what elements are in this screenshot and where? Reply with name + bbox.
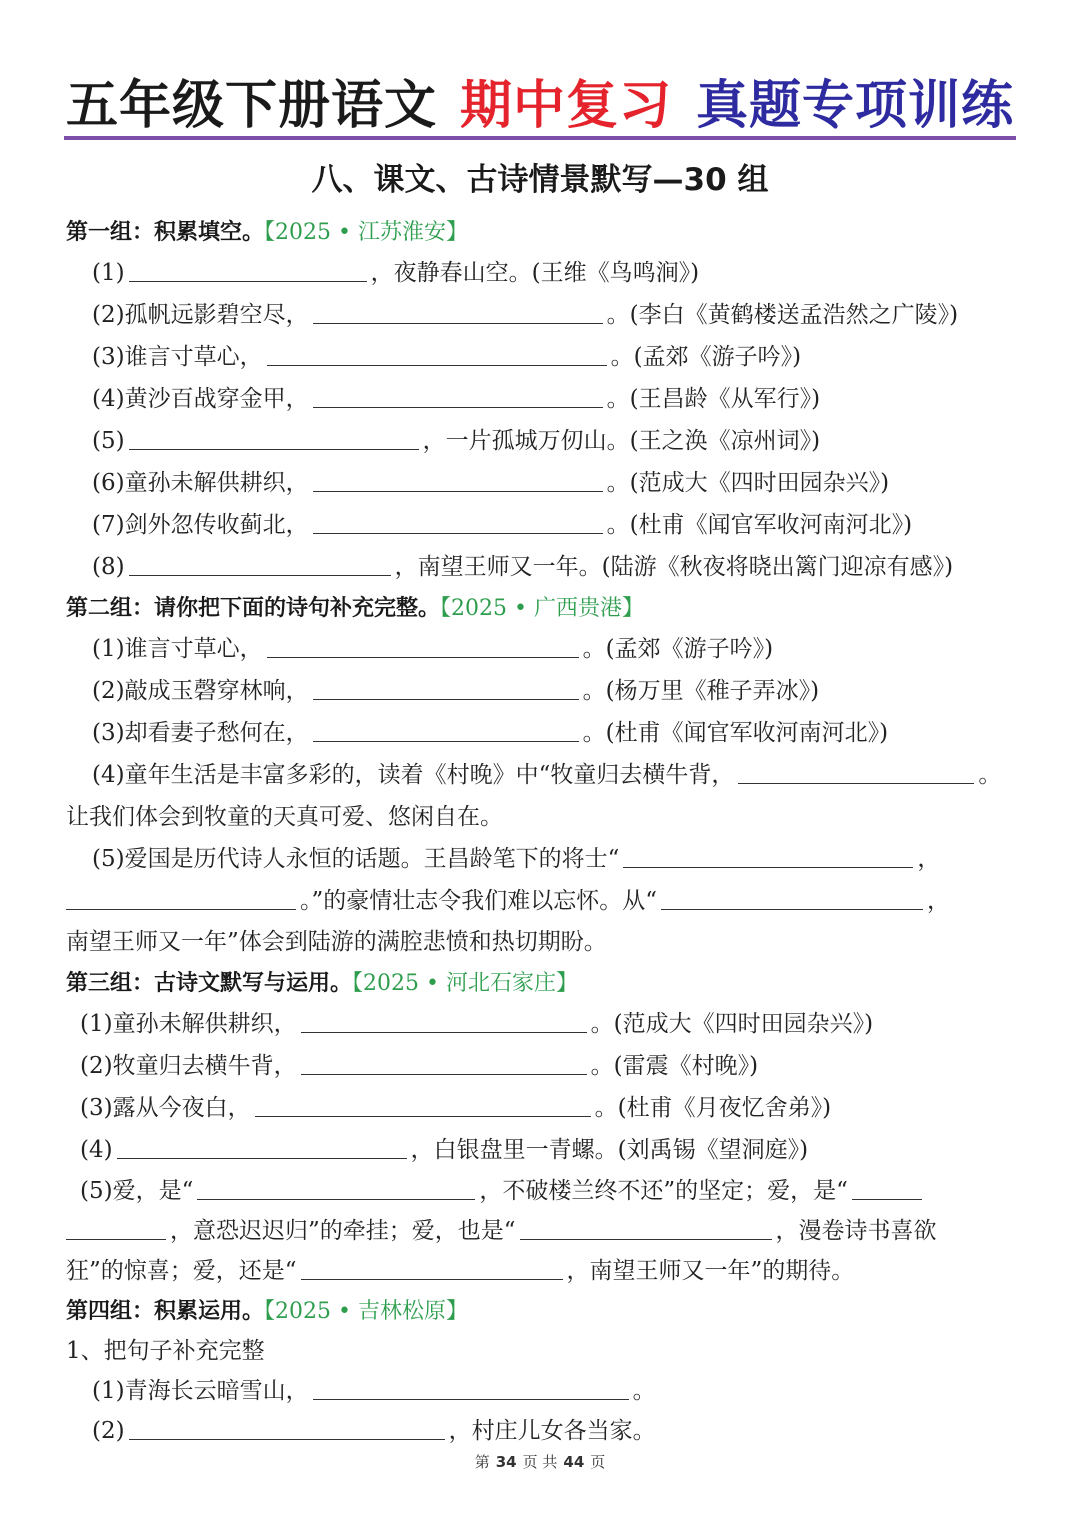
group-title: 第四组：积累运用。 [66, 1299, 265, 1324]
question-continuation: 狂”的惊喜；爱，还是“ ，南望王师又一年”的期待。 [66, 1251, 1016, 1291]
answer-blank[interactable] [301, 1008, 587, 1033]
group-4-heading [66, 1291, 1016, 1331]
question-item: (7)剑外忽传收蓟北， 。(杜甫《闻官军收河南河北》) [92, 505, 1016, 545]
question-item: (1) ，夜静春山空。(王维《鸟鸣涧》) [92, 253, 1016, 293]
title-grade: 五年级下册语文 [66, 76, 438, 136]
answer-blank[interactable] [255, 1092, 591, 1117]
answer-blank[interactable] [267, 341, 607, 366]
current-page: 34 [495, 1453, 517, 1471]
answer-blank[interactable] [661, 885, 923, 910]
question-item: (4)童年生活是丰富多彩的，读着《村晚》中“牧童归去横牛背， 。 [92, 755, 1016, 795]
source-tag: 【2025 • 吉林松原】 [264, 1299, 468, 1324]
group-3-heading [66, 963, 1016, 1003]
answer-blank[interactable] [66, 1215, 166, 1240]
answer-blank[interactable] [313, 383, 603, 408]
answer-blank[interactable] [313, 509, 603, 534]
answer-blank[interactable] [313, 675, 579, 700]
question-item: (3)谁言寸草心， 。(孟郊《游子吟》) [92, 337, 1016, 377]
section-subtitle: 八、课文、古诗情景默写—30 组 [311, 162, 769, 198]
total-pages: 44 [563, 1453, 585, 1471]
title-midterm: 期中复习 [460, 76, 673, 136]
answer-blank[interactable] [129, 425, 419, 450]
group-title: 第三组：古诗文默写与运用。 [66, 971, 353, 996]
answer-blank[interactable] [738, 759, 974, 784]
question-item: (4) ，白银盘里一青螺。(刘禹锡《望洞庭》) [80, 1130, 1016, 1170]
answer-blank[interactable] [129, 257, 367, 282]
question-continuation: 南望王师又一年”体会到陆游的满腔悲愤和热切期盼。 [66, 929, 607, 955]
question-item: (5) ，一片孤城万仞山。(王之涣《凉州词》) [92, 421, 1016, 461]
question-item: (2)牧童归去横牛背， 。(雷震《村晚》) [80, 1046, 1016, 1086]
answer-blank[interactable] [313, 467, 603, 492]
group-title: 第二组：请你把下面的诗句补充完整。 [66, 596, 441, 621]
sub-question-heading: 1、把句子补充完整 [66, 1338, 265, 1364]
answer-blank[interactable] [852, 1175, 922, 1200]
group-2-heading [66, 588, 1016, 628]
answer-blank[interactable] [267, 633, 579, 658]
answer-blank[interactable] [197, 1175, 475, 1200]
question-item: (6)童孙未解供耕织， 。(范成大《四时田园杂兴》) [92, 463, 1016, 503]
answer-blank[interactable] [117, 1134, 407, 1159]
answer-blank[interactable] [129, 551, 391, 576]
question-continuation: ，意恐迟迟归”的牵挂；爱，也是“ ，漫卷诗书喜欲 [66, 1211, 1016, 1251]
question-continuation: 让我们体会到牧童的天真可爱、悠闲自在。 [66, 804, 503, 830]
question-continuation: 。”的豪情壮志令我们难以忘怀。从“ ， [66, 881, 1016, 921]
answer-blank[interactable] [129, 1415, 445, 1440]
answer-blank[interactable] [313, 299, 603, 324]
header-rule [64, 136, 1016, 140]
question-item: (5)爱国是历代诗人永恒的话题。王昌龄笔下的将士“ ， [92, 839, 1016, 879]
question-item: (3)却看妻子愁何在， 。(杜甫《闻官军收河南河北》) [92, 713, 1016, 753]
source-tag: 【2025 • 河北石家庄】 [352, 971, 578, 996]
group-title: 第一组：积累填空。 [66, 220, 265, 245]
question-item: (2)孤帆远影碧空尽， 。(李白《黄鹤楼送孟浩然之广陵》) [92, 295, 1016, 335]
source-tag: 【2025 • 江苏淮安】 [264, 220, 468, 245]
question-item: (1)童孙未解供耕织， 。(范成大《四时田园杂兴》) [80, 1004, 1016, 1044]
source-tag: 【2025 • 广西贵港】 [440, 596, 644, 621]
document-header [64, 70, 1016, 142]
group-1-heading [66, 212, 1016, 252]
answer-blank[interactable] [301, 1255, 563, 1280]
answer-blank[interactable] [301, 1050, 587, 1075]
question-item: (5)爱，是“ ，不破楼兰终不还”的坚定；爱，是“ [80, 1171, 1016, 1211]
question-item: (1)谁言寸草心， 。(孟郊《游子吟》) [92, 629, 1016, 669]
question-item: (8) ，南望王师又一年。(陆游《秋夜将晓出篱门迎凉有感》) [92, 547, 1016, 587]
title-training: 真题专项训练 [696, 76, 1015, 136]
question-item: (2) ，村庄儿女各当家。 [92, 1411, 1016, 1451]
answer-blank[interactable] [313, 1375, 629, 1400]
answer-blank[interactable] [66, 885, 296, 910]
answer-blank[interactable] [623, 843, 913, 868]
page-number: 第 34 页 共 44 页 [474, 1453, 606, 1471]
question-item: (4)黄沙百战穿金甲， 。(王昌龄《从军行》) [92, 379, 1016, 419]
question-item: (3)露从今夜白， 。(杜甫《月夜忆舍弟》) [80, 1088, 1016, 1128]
question-item: (1)青海长云暗雪山， 。 [92, 1371, 1016, 1411]
question-item: (2)敲成玉磬穿林响， 。(杨万里《稚子弄冰》) [92, 671, 1016, 711]
answer-blank[interactable] [313, 717, 579, 742]
answer-blank[interactable] [520, 1215, 772, 1240]
